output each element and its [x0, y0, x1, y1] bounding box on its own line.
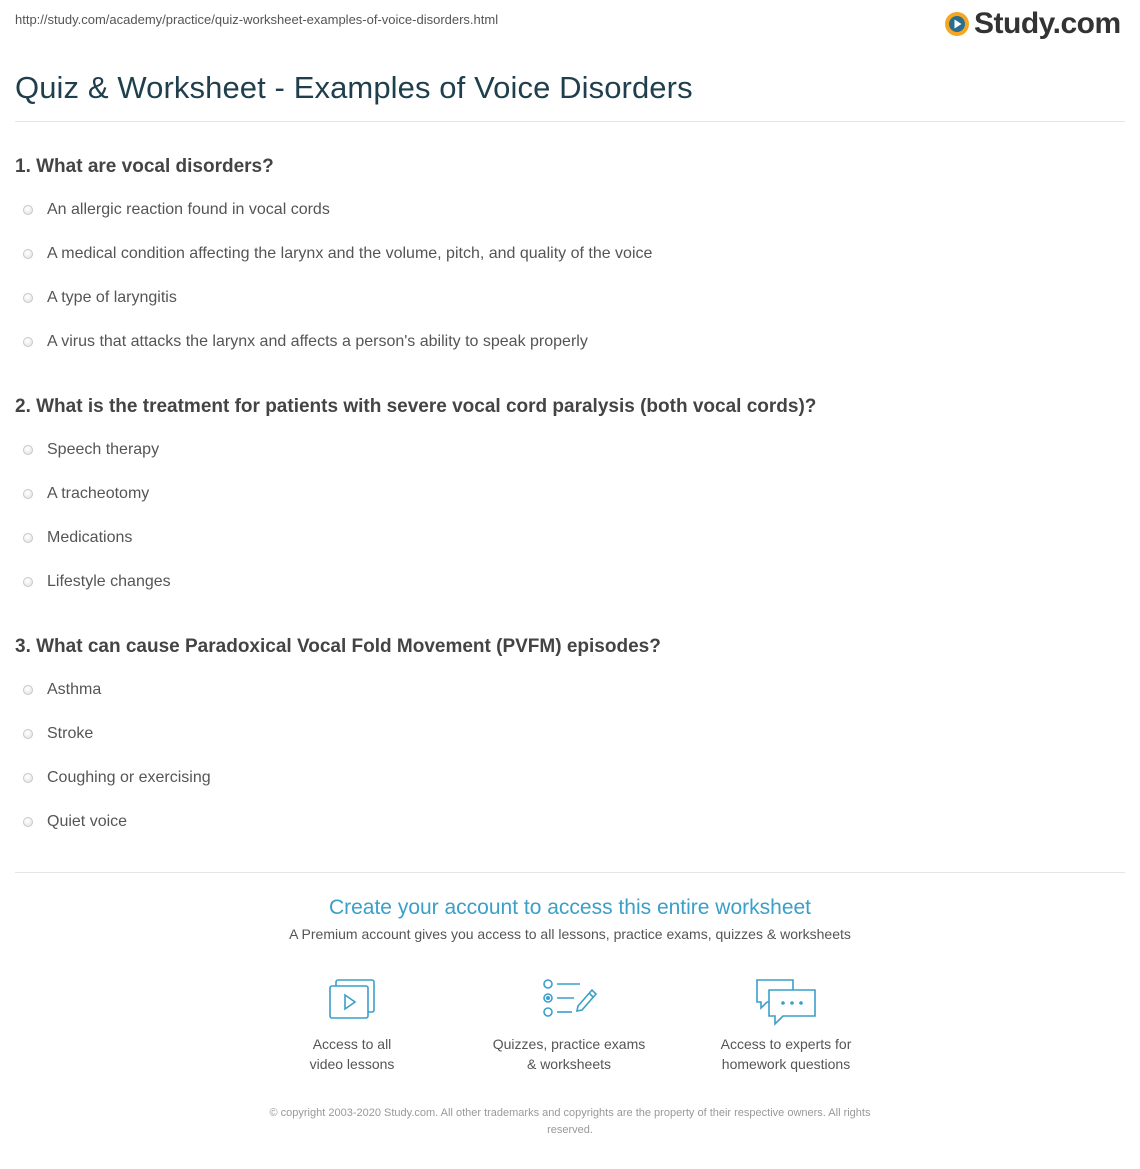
question-2 [15, 396, 816, 418]
radio-button[interactable] [23, 533, 33, 543]
radio-button[interactable] [23, 293, 33, 303]
feature-line: Access to all [312, 1036, 392, 1052]
chat-bubbles-icon [753, 976, 819, 1028]
answer-option[interactable] [23, 287, 177, 309]
question-text: 3. What can cause Paradoxical Vocal Fold Movement (PVFM) episodes? [15, 636, 661, 657]
title-divider [15, 121, 1125, 122]
answer-text: An allergic reaction found in vocal cords [47, 201, 330, 218]
answer-option[interactable] [23, 527, 132, 549]
answer-text: Lifestyle changes [47, 573, 171, 590]
quiz-checklist-icon [540, 976, 598, 1022]
answer-text: Medications [47, 529, 133, 546]
section-divider [15, 872, 1125, 873]
answer-text: Stroke [47, 725, 94, 742]
answer-option[interactable] [23, 811, 127, 833]
study-logo[interactable] [944, 7, 1121, 41]
answer-option[interactable] [23, 243, 652, 265]
answer-text: Asthma [47, 681, 102, 698]
answer-option[interactable] [23, 439, 159, 461]
radio-button[interactable] [23, 489, 33, 499]
radio-button[interactable] [23, 729, 33, 739]
answer-text: Speech therapy [47, 441, 160, 458]
radio-button[interactable] [23, 445, 33, 455]
premium-description: A Premium account gives you access to all lessons, practice exams, quizzes & worksheets [289, 926, 851, 942]
answer-text: Quiet voice [47, 813, 128, 830]
answer-option[interactable] [23, 199, 330, 221]
answer-option[interactable] [23, 331, 588, 353]
answer-text: A type of laryngitis [47, 289, 177, 306]
copyright-footer [210, 1105, 930, 1139]
feature-line: video lessons [309, 1056, 395, 1072]
answer-text: A medical condition affecting the larynx and the volume, pitch, and quality of the voice [47, 245, 653, 262]
radio-button[interactable] [23, 205, 33, 215]
copyright-line: reserved. [547, 1124, 593, 1136]
answer-option[interactable] [23, 679, 101, 701]
study-logo-icon [944, 11, 970, 37]
feature-line: Access to experts for [720, 1036, 852, 1052]
radio-button[interactable] [23, 249, 33, 259]
answer-text: A tracheotomy [47, 485, 150, 502]
radio-button[interactable] [23, 817, 33, 827]
create-account-link[interactable]: Create your account to access this entire worksheet [328, 896, 812, 919]
question-1 [15, 156, 274, 178]
question-text: 1. What are vocal disorders? [15, 156, 274, 177]
answer-option[interactable] [23, 767, 211, 789]
page-url: http://study.com/academy/practice/quiz-worksheet-examples-of-voice-disorders.html [15, 12, 499, 27]
feature-line: & worksheets [526, 1056, 612, 1072]
feature-video-lessons [262, 976, 442, 1074]
answer-text: A virus that attacks the larynx and affects a person's ability to speak properly [47, 333, 588, 350]
radio-button[interactable] [23, 773, 33, 783]
feature-line: Quizzes, practice exams [492, 1036, 646, 1052]
answer-option[interactable] [23, 483, 149, 505]
video-lesson-icon [326, 976, 378, 1022]
logo-text: Study [974, 7, 1053, 40]
feature-quizzes [479, 976, 659, 1074]
answer-option[interactable] [23, 723, 93, 745]
answer-text: Coughing or exercising [47, 769, 211, 786]
copyright-line: © copyright 2003-2020 Study.com. All other trademarks and copyrights are the property of their respective owners. All rights [269, 1107, 871, 1119]
page-title: Quiz & Worksheet - Examples of Voice Disorders [15, 70, 693, 105]
radio-button[interactable] [23, 577, 33, 587]
feature-line: homework questions [721, 1056, 851, 1072]
question-text: 2. What is the treatment for patients with severe vocal cord paralysis (both vocal cords)? [15, 396, 817, 417]
radio-button[interactable] [23, 685, 33, 695]
answer-option[interactable] [23, 571, 171, 593]
feature-experts [696, 976, 876, 1074]
radio-button[interactable] [23, 337, 33, 347]
question-3 [15, 636, 661, 658]
logo-suffix: .com [1052, 7, 1121, 40]
